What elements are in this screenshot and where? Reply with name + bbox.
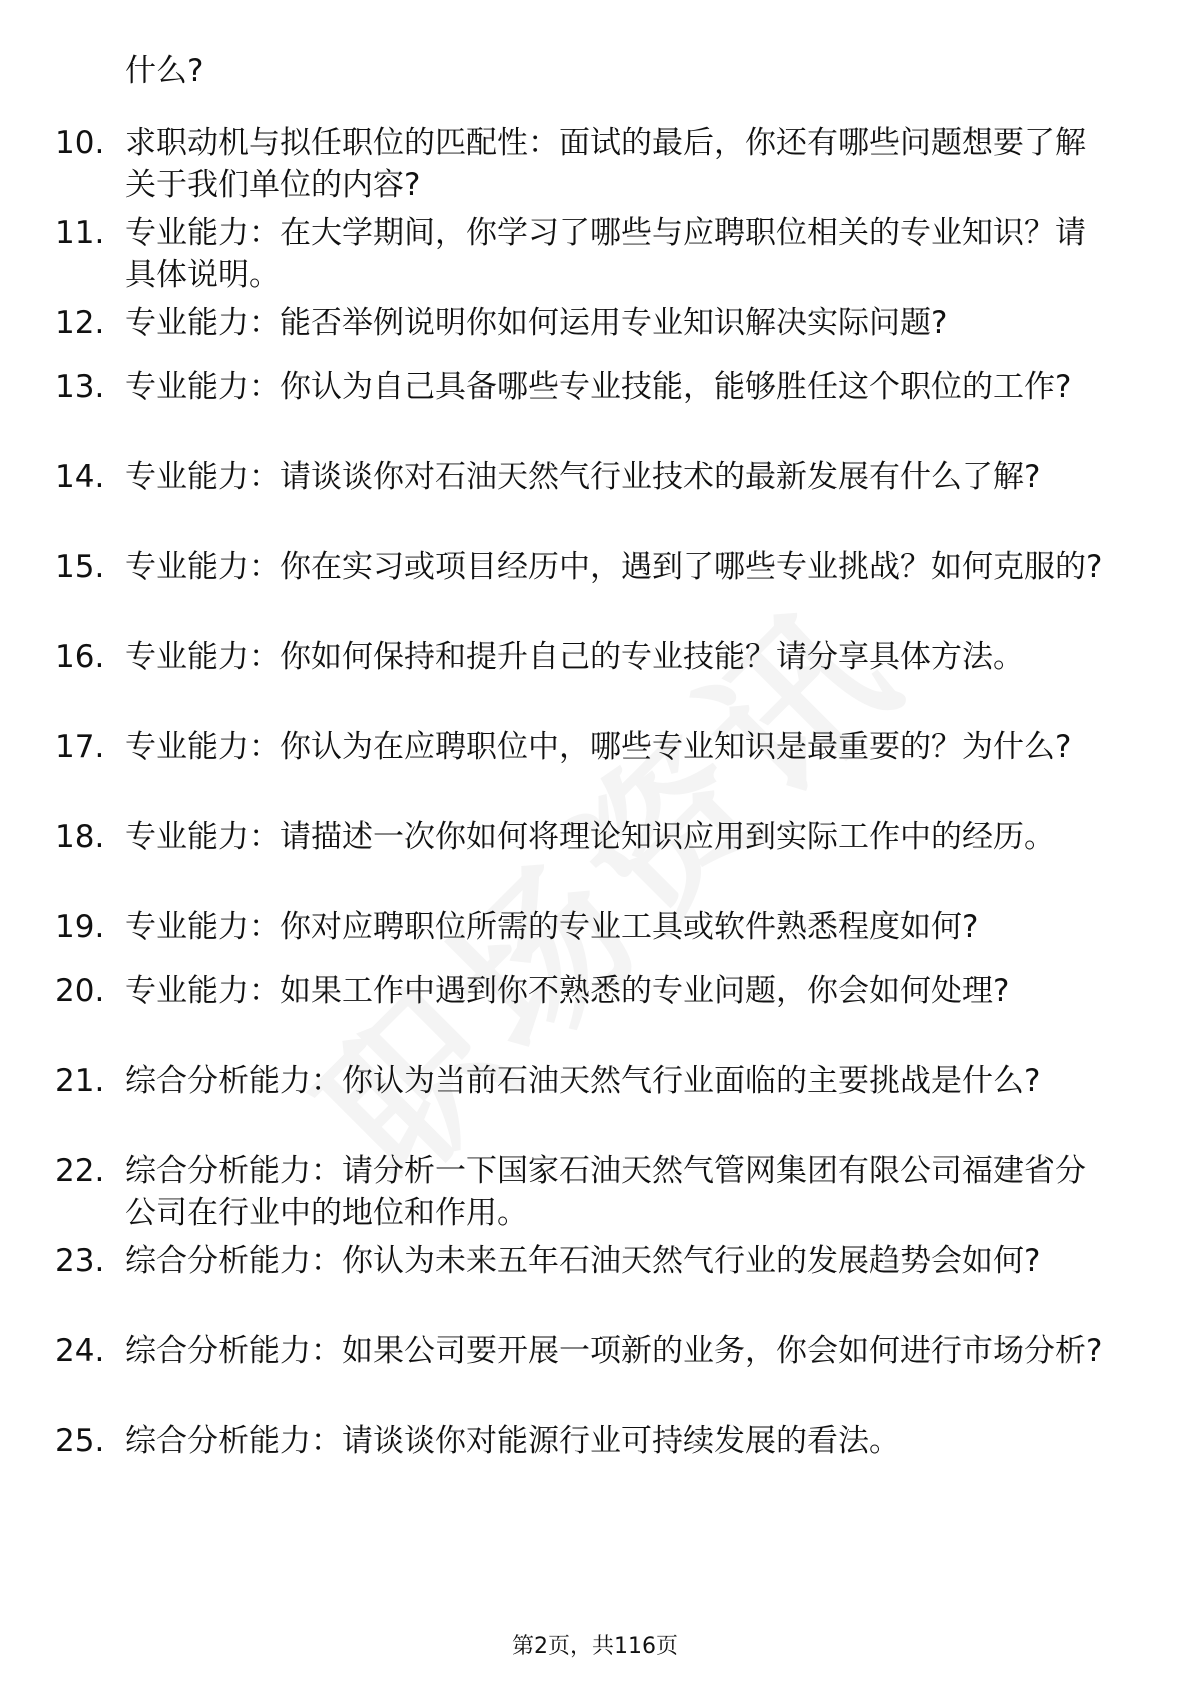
question-item [0,366,1190,456]
question-text: 专业能力：你在实习或项目经历中，遇到了哪些专业挑战？如何克服的? [125,549,1103,585]
question-number: 12. [55,305,105,341]
question-number: 10. [55,125,105,161]
question-number: 11. [55,215,105,251]
question-list [0,122,1190,1484]
question-text: 综合分析能力：请谈谈你对能源行业可持续发展的看法。 [125,1423,900,1459]
question-item [0,1060,1190,1150]
question-item [0,456,1190,546]
question-number: 16. [55,639,105,675]
question-text: 综合分析能力：你认为未来五年石油天然气行业的发展趋势会如何? [125,1243,1041,1279]
page-footer: 第2页，共116页 [512,1634,678,1659]
question-text: 求职动机与拟任职位的匹配性：面试的最后，你还有哪些问题想要了解关于我们单位的内容? [125,125,1086,203]
question-item [0,1330,1190,1420]
question-item [0,816,1190,906]
question-text: 综合分析能力：你认为当前石油天然气行业面临的主要挑战是什么? [125,1063,1041,1099]
question-text: 专业能力：你认为在应聘职位中，哪些专业知识是最重要的？为什么? [125,729,1072,765]
question-number: 20. [55,973,105,1009]
question-text: 专业能力：你对应聘职位所需的专业工具或软件熟悉程度如何? [125,909,979,945]
question-item [0,302,1190,366]
question-text: 专业能力：如果工作中遇到你不熟悉的专业问题，你会如何处理? [125,973,1010,1009]
question-number: 13. [55,369,105,405]
question-number: 18. [55,819,105,855]
question-item [0,636,1190,726]
question-number: 25. [55,1423,105,1459]
question-item [0,906,1190,970]
question-item [0,546,1190,636]
question-item [0,726,1190,816]
question-item [0,212,1190,302]
question-text: 专业能力：你认为自己具备哪些专业技能，能够胜任这个职位的工作? [125,369,1072,405]
question-number: 21. [55,1063,105,1099]
question-text: 综合分析能力：请分析一下国家石油天然气管网集团有限公司福建省分公司在行业中的地位和作用。 [125,1153,1086,1231]
question-number: 19. [55,909,105,945]
question-text: 专业能力：请谈谈你对石油天然气行业技术的最新发展有什么了解? [125,459,1041,495]
question-item [0,122,1190,212]
question-text: 专业能力：能否举例说明你如何运用专业知识解决实际问题? [125,305,948,341]
question-item [0,1420,1190,1484]
question-number: 24. [55,1333,105,1369]
question-number: 17. [55,729,105,765]
question-number: 14. [55,459,105,495]
question-text: 专业能力：你如何保持和提升自己的专业技能？请分享具体方法。 [125,639,1024,675]
question-item [0,1150,1190,1240]
question-text: 专业能力：在大学期间，你学习了哪些与应聘职位相关的专业知识？请具体说明。 [125,215,1086,293]
question-item [0,970,1190,1060]
question-text: 综合分析能力：如果公司要开展一项新的业务，你会如何进行市场分析? [125,1333,1103,1369]
question-text: 专业能力：请描述一次你如何将理论知识应用到实际工作中的经历。 [125,819,1055,855]
question-number: 22. [55,1153,105,1189]
question-number: 23. [55,1243,105,1279]
continued-question-text: 什么? [125,53,204,89]
question-item [0,1240,1190,1330]
question-number: 15. [55,549,105,585]
